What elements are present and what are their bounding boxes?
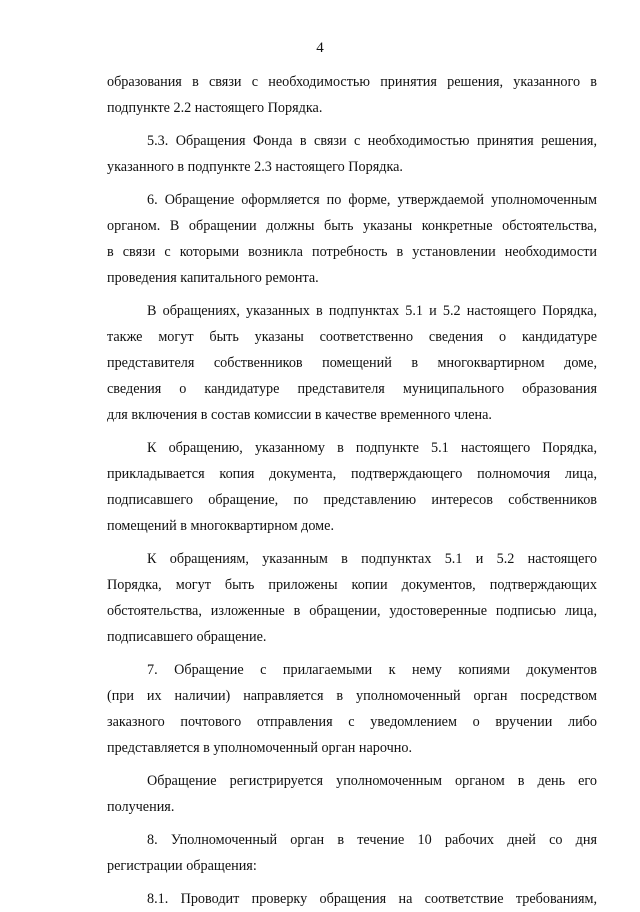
- paragraph: [107, 435, 597, 539]
- body-text: [107, 69, 597, 912]
- text-line: подписавшего обращение, по представлению интересов собственников: [107, 492, 597, 508]
- text-line: обстоятельства, изложенные в обращении, удостоверенные подписью лица,: [107, 603, 597, 619]
- paragraph: [107, 657, 597, 761]
- text-line: регистрации обращения:: [107, 858, 257, 874]
- text-line: для включения в состав комиссии в качестве временного члена.: [107, 407, 492, 423]
- paragraph: [107, 768, 597, 820]
- text-line: Порядка, могут быть приложены копии документов, подтверждающих: [107, 577, 597, 593]
- text-line: К обращениям, указанным в подпунктах 5.1 и 5.2 настоящего: [147, 551, 597, 567]
- text-line: В обращениях, указанных в подпунктах 5.1 и 5.2 настоящего Порядка,: [147, 303, 597, 319]
- text-line: проведения капитального ремонта.: [107, 270, 319, 286]
- paragraph: [107, 886, 597, 912]
- text-line: 8.1. Проводит проверку обращения на соответствие требованиям,: [147, 891, 597, 907]
- text-line: помещений в многоквартирном доме.: [107, 518, 335, 534]
- paragraph: [107, 187, 597, 291]
- text-line: К обращению, указанному в подпункте 5.1 настоящего Порядка,: [147, 440, 597, 456]
- paragraph: [107, 128, 597, 180]
- text-line: органом. В обращении должны быть указаны конкретные обстоятельства,: [107, 218, 597, 234]
- text-line: прикладывается копия документа, подтверждающего полномочия лица,: [107, 466, 597, 482]
- text-line: Обращение регистрируется уполномоченным органом в день его: [147, 773, 597, 789]
- page-number: 4: [316, 40, 324, 56]
- text-line: представителя собственников помещений в многоквартирном доме,: [107, 355, 597, 371]
- text-line: в связи с которыми возникла потребность в установлении необходимости: [107, 244, 597, 260]
- paragraph: [107, 69, 597, 121]
- text-line: 6. Обращение оформляется по форме, утверждаемой уполномоченным: [147, 192, 597, 208]
- text-line: (при их наличии) направляется в уполномоченный орган посредством: [107, 688, 597, 704]
- text-line: также могут быть указаны соответственно сведения о кандидатуре: [107, 329, 597, 345]
- text-line: образования в связи с необходимостью принятия решения, указанного в: [107, 74, 597, 90]
- paragraph: [107, 827, 597, 879]
- text-line: представляется в уполномоченный орган нарочно.: [107, 740, 412, 756]
- text-line: 5.3. Обращения Фонда в связи с необходимостью принятия решения,: [147, 133, 597, 149]
- paragraph: [107, 546, 597, 650]
- text-line: подпункте 2.2 настоящего Порядка.: [107, 100, 323, 116]
- text-line: сведения о кандидатуре представителя муниципального образования: [107, 381, 597, 397]
- text-line: получения.: [107, 799, 175, 815]
- text-line: заказного почтового отправления с уведомлением о вручении либо: [107, 714, 597, 730]
- text-line: указанного в подпункте 2.3 настоящего Порядка.: [107, 159, 403, 175]
- text-line: 8. Уполномоченный орган в течение 10 рабочих дней со дня: [147, 832, 597, 848]
- text-line: подписавшего обращение.: [107, 629, 267, 645]
- text-line: 7. Обращение с прилагаемыми к нему копиями документов: [147, 662, 597, 678]
- paragraph: [107, 298, 597, 428]
